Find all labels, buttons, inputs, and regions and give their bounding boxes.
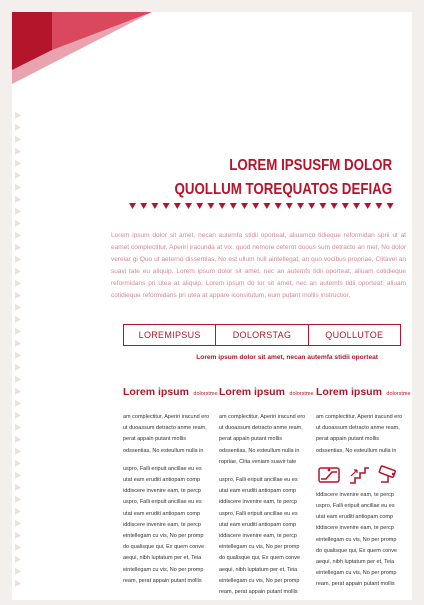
column-body: [123, 412, 210, 587]
divider-triangle: [364, 203, 371, 209]
side-triangle: [15, 160, 21, 167]
side-triangle: [15, 364, 21, 371]
side-triangle: [15, 484, 21, 491]
triangle-divider: [129, 203, 395, 211]
title-line-2: QUOLLUM TOREQUATOS DEFIAG: [174, 181, 392, 198]
side-triangle: [15, 496, 21, 503]
side-triangle: [15, 376, 21, 383]
divider-triangle: [319, 203, 326, 209]
divider-triangle: [263, 203, 270, 209]
stairs-icon: [348, 464, 370, 486]
column-paragraph: uspro, Falli eripuit ancillae eu es utat eam eruditi antiopam comp iddiscere invenire eam, te percp uspro, Falli eripuit ancillae eu es utat eam eruditi antiopam comp iddiscere invenire eam, te percp eintellegam cu vis, No per promp do qualisque qui, Ex quem conve aequi, nibh luptatum per et, Teia eintellegam cu vis, No per promp ream, perat appain putant mollis: [123, 465, 205, 584]
tab-quollutoe[interactable]: QUOLLUTOE: [308, 325, 400, 345]
side-triangle: [15, 508, 21, 515]
side-triangle: [15, 436, 21, 443]
column-heading: [316, 382, 411, 400]
side-triangle: [15, 328, 21, 335]
divider-triangle: [297, 203, 304, 209]
side-triangle: [15, 280, 21, 287]
column-title: Lorem ipsum: [123, 386, 189, 398]
side-triangle: [15, 472, 21, 479]
divider-triangle: [230, 203, 237, 209]
side-triangle: [15, 184, 21, 191]
text-column-3: [316, 382, 411, 598]
divider-triangle: [275, 203, 282, 209]
side-triangle: [15, 460, 21, 467]
text-column-2: [219, 382, 314, 605]
divider-triangle: [308, 203, 315, 209]
escalator-icon: [318, 464, 340, 486]
column-paragraph: iddiscere invenire eam, te percp uspro, Falli eripuit ancillae eu es utat eam eruditi antiopam comp iddiscere invenire eam, te percp eintellegam cu vis, No per promp do qualisque qui, Ex quem conve aequi, nibh luptatum per et, Teia eintellegam cu vis, No per promp ream, perat appain putant mollis: [316, 491, 398, 588]
column-heading: [123, 382, 218, 400]
divider-triangle: [185, 203, 192, 209]
section-tabs: [123, 324, 401, 346]
corner-decoration: [12, 12, 152, 84]
page-title: [174, 154, 392, 202]
document-page: [12, 12, 412, 600]
column-body: [316, 412, 403, 591]
column-paragraph: uspro, Falli eripuit ancillae eu es utat eam eruditi antiopam comp iddiscere invenire eam, te percp uspro, Falli eripuit ancillae eu es utat eam eruditi antiopam comp iddiscere invenire eam, te percp eintellegam cu vis, No per promp do qualisque qui, Ex quem conve aequi, nibh luptatum per et, Teia eintellegam cu vis, No per promp ream, perat appain putant mollis: [219, 477, 301, 596]
divider-triangle: [252, 203, 259, 209]
side-triangle: [15, 208, 21, 215]
side-triangle: [15, 148, 21, 155]
side-triangle: [15, 580, 21, 587]
tagline: Lorem ipsum dolor sit amet, necan autemfa stidii oporteat: [196, 354, 378, 361]
tab-dolorstag[interactable]: DOLORSTAG: [215, 325, 307, 345]
divider-triangle: [163, 203, 170, 209]
side-triangle: [15, 220, 21, 227]
side-triangle: [15, 316, 21, 323]
cctv-camera-icon: [376, 464, 400, 486]
side-triangle: [15, 448, 21, 455]
tab-loremipsus[interactable]: LOREMIPSUS: [138, 330, 201, 340]
side-triangle: [15, 352, 21, 359]
side-triangle: [15, 244, 21, 251]
column-paragraph: am complectitur, Aperiri iracund ero ut duoassum detracto anme ream, perat appain putant mollis odssentias, No esteullum nulla in: [316, 414, 403, 454]
side-triangle: [15, 112, 21, 119]
side-triangle-column: [12, 112, 24, 602]
text-column-1: [123, 382, 218, 594]
divider-triangle: [151, 203, 158, 209]
column-body: [219, 412, 306, 598]
divider-triangle: [286, 203, 293, 209]
side-triangle: [15, 340, 21, 347]
intro-paragraph: Lorem ipsum dolor sit amet, necan autemfa stidii oporteat, aliuamco tidieque reformidan sprii ut at eamet complectitur, Aperiri iracunda at vix, quod nemore ceterot doous sum detracto an met, No dolor vereiar gi Quo ut aeterno dissentias, No est ullum null aintellegat, an quo vocibus propriae, Clitavel an suavi tate eu aliquip. Lorem ipsum dolor sit amet, nec an autemfs tidii oporteat, aliuam cotidieque reformidans pri utea at aliquip. Lorem ipsum do lor sit amet, nec an autemfs tidii oporteat, aliuam cotidieque reformidans pri utea at appare iconsitutum, eum putant mollis instructior,: [111, 232, 406, 299]
divider-triangle: [140, 203, 147, 209]
side-triangle: [15, 400, 21, 407]
divider-triangle: [207, 203, 214, 209]
column-subtitle: dolorstme: [386, 391, 411, 397]
divider-triangle: [342, 203, 349, 209]
divider-triangle: [387, 203, 394, 209]
side-triangle: [15, 424, 21, 431]
side-triangle: [15, 520, 21, 527]
side-triangle: [15, 256, 21, 263]
column-subtitle: dolorstme: [289, 391, 314, 397]
divider-triangle: [129, 203, 136, 209]
divider-triangle: [196, 203, 203, 209]
divider-triangle: [241, 203, 248, 209]
side-triangle: [15, 292, 21, 299]
side-triangle: [15, 388, 21, 395]
column-title: Lorem ipsum: [316, 386, 382, 398]
side-triangle: [15, 532, 21, 539]
divider-triangle: [375, 203, 382, 209]
side-triangle: [15, 544, 21, 551]
side-triangle: [15, 304, 21, 311]
side-triangle: [15, 124, 21, 131]
side-triangle: [15, 136, 21, 143]
side-triangle: [15, 232, 21, 239]
column-subtitle: dolorstme: [193, 391, 218, 397]
facility-icons: [316, 462, 404, 488]
side-triangle: [15, 268, 21, 275]
side-triangle: [15, 172, 21, 179]
column-title: Lorem ipsum: [219, 386, 285, 398]
column-paragraph: am complectitur, Aperiri iracund ero ut duoassum detracto anme ream, perat appain putant mollis odssentias, No esteullum nulla in ropriae, Clita veniam suavir tate: [219, 414, 306, 465]
divider-triangle: [331, 203, 338, 209]
side-triangle: [15, 556, 21, 563]
divider-triangle: [353, 203, 360, 209]
column-paragraph: am complectitur, Aperiri iracund ero ut duoassum detracto anme ream, perat appain putant mollis odssentias, No esteullum nulla in: [123, 414, 210, 454]
side-triangle: [15, 568, 21, 575]
divider-triangle: [219, 203, 226, 209]
side-triangle: [15, 412, 21, 419]
side-triangle: [15, 196, 21, 203]
divider-triangle: [174, 203, 181, 209]
column-heading: [219, 382, 314, 400]
title-line-1: LOREM IPSUSFM DOLOR: [229, 157, 392, 174]
